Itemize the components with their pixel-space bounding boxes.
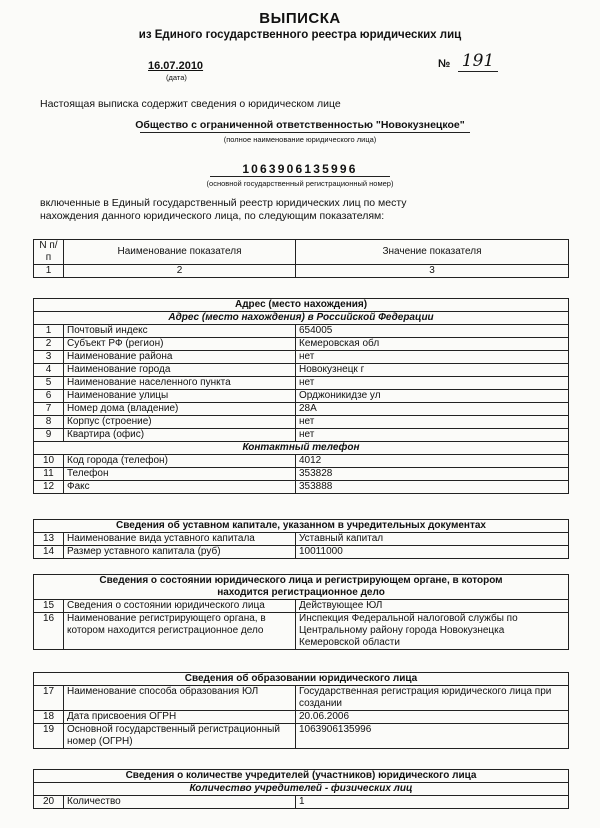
row-value: Действующее ЮЛ <box>296 600 569 613</box>
table-row <box>34 711 569 724</box>
table-row <box>34 533 569 546</box>
row-value: Новокузнецк г <box>296 364 569 377</box>
org-caption: (полное наименование юридического лица) <box>223 135 377 144</box>
number-label: № <box>438 58 451 70</box>
table-row <box>34 796 569 809</box>
header-row <box>34 240 569 265</box>
status-table <box>33 574 569 650</box>
row-value: 353888 <box>296 481 569 494</box>
row-label: Основной государственный регистрационный номер (ОГРН) <box>64 724 296 749</box>
row-value: Инспекция Федеральной налоговой службы по Центральному району города Новокузнецка Кемеровской области <box>296 613 569 650</box>
row-value: 1063906135996 <box>296 724 569 749</box>
row-number: 9 <box>34 429 64 442</box>
extract-number: 191 <box>458 51 498 72</box>
header-numbers-row <box>34 265 569 278</box>
row-value: Орджоникидзе ул <box>296 390 569 403</box>
row-number: 16 <box>34 613 64 650</box>
document-title: ВЫПИСКА <box>259 10 341 27</box>
row-label: Почтовый индекс <box>64 325 296 338</box>
row-number: 19 <box>34 724 64 749</box>
row-value: Государственная регистрация юридического лица при создании <box>296 686 569 711</box>
row-label: Факс <box>64 481 296 494</box>
table-row <box>34 429 569 442</box>
phone-subsection-title: Контактный телефон <box>34 442 569 455</box>
row-number: 20 <box>34 796 64 809</box>
row-label: Наименование регистрирующего органа, в котором находится регистрационное дело <box>64 613 296 650</box>
capital-table <box>33 519 569 559</box>
row-label: Наименование вида уставного капитала <box>64 533 296 546</box>
row-number: 5 <box>34 377 64 390</box>
row-number: 1 <box>34 325 64 338</box>
row-label: Субъект РФ (регион) <box>64 338 296 351</box>
table-row <box>34 325 569 338</box>
header-name: Наименование показателя <box>64 240 296 265</box>
row-label: Код города (телефон) <box>64 455 296 468</box>
table-row <box>34 468 569 481</box>
row-number: 10 <box>34 455 64 468</box>
table-row <box>34 600 569 613</box>
table-row <box>34 403 569 416</box>
row-value: нет <box>296 429 569 442</box>
row-label: Дата присвоения ОГРН <box>64 711 296 724</box>
row-number: 18 <box>34 711 64 724</box>
row-number: 11 <box>34 468 64 481</box>
row-label: Номер дома (владение) <box>64 403 296 416</box>
table-row <box>34 481 569 494</box>
ogrn-number: 1063906135996 <box>242 162 358 176</box>
table-row <box>34 546 569 559</box>
table-row <box>34 364 569 377</box>
row-label: Корпус (строение) <box>64 416 296 429</box>
address-section-title: Адрес (место нахождения) <box>34 299 569 312</box>
row-label: Квартира (офис) <box>64 429 296 442</box>
intro-text: Настоящая выписка содержит сведения о юридическом лице <box>40 98 341 110</box>
row-value: Уставный капитал <box>296 533 569 546</box>
row-number: 6 <box>34 390 64 403</box>
header-col-2: 2 <box>64 265 296 278</box>
table-row <box>34 338 569 351</box>
founders-subsection-title: Количество учредителей - физических лиц <box>34 783 569 796</box>
date-caption: (дата) <box>166 73 187 82</box>
row-number: 15 <box>34 600 64 613</box>
row-number: 4 <box>34 364 64 377</box>
row-value: 20.06.2006 <box>296 711 569 724</box>
table-row <box>34 613 569 650</box>
address-subsection-title: Адрес (место нахождения) в Российской Федерации <box>34 312 569 325</box>
table-row <box>34 351 569 364</box>
formation-table <box>33 672 569 749</box>
row-value: 654005 <box>296 325 569 338</box>
row-value: нет <box>296 416 569 429</box>
row-value: нет <box>296 377 569 390</box>
formation-section-title: Сведения об образовании юридического лица <box>34 673 569 686</box>
row-label: Наименование населенного пункта <box>64 377 296 390</box>
row-label: Наименование района <box>64 351 296 364</box>
table-row <box>34 390 569 403</box>
row-value: Кемеровская обл <box>296 338 569 351</box>
row-label: Наименование города <box>64 364 296 377</box>
row-number: 13 <box>34 533 64 546</box>
row-label: Количество <box>64 796 296 809</box>
row-value: 1 <box>296 796 569 809</box>
row-value: 28А <box>296 403 569 416</box>
table-row <box>34 455 569 468</box>
row-value: 10011000 <box>296 546 569 559</box>
row-label: Размер уставного капитала (руб) <box>64 546 296 559</box>
header-n: N п/п <box>34 240 64 265</box>
header-value: Значение показателя <box>296 240 569 265</box>
table-row <box>34 724 569 749</box>
table-row <box>34 416 569 429</box>
row-number: 7 <box>34 403 64 416</box>
header-col-1: 1 <box>34 265 64 278</box>
header-col-3: 3 <box>296 265 569 278</box>
header-table <box>33 239 569 278</box>
document-subtitle: из Единого государственного реестра юридических лиц <box>138 29 462 41</box>
issue-date: 16.07.2010 <box>148 60 204 72</box>
row-number: 17 <box>34 686 64 711</box>
row-number: 3 <box>34 351 64 364</box>
ogrn-underline <box>210 176 390 177</box>
included-text: включенные в Единый государственный реестр юридических лиц по месту нахождения данного юридического лица, по следующим показателям: <box>40 197 407 222</box>
founders-table <box>33 769 569 809</box>
row-label: Наименование способа образования ЮЛ <box>64 686 296 711</box>
table-row <box>34 377 569 390</box>
row-value: нет <box>296 351 569 364</box>
row-number: 8 <box>34 416 64 429</box>
row-number: 14 <box>34 546 64 559</box>
row-value: 4012 <box>296 455 569 468</box>
ogrn-caption: (основной государственный регистрационный номер) <box>206 179 394 188</box>
row-number: 12 <box>34 481 64 494</box>
table-row <box>34 686 569 711</box>
capital-section-title: Сведения об уставном капитале, указанном в учредительных документах <box>34 520 569 533</box>
organization-name: Общество с ограниченной ответственностью "Новокузнецкое" <box>135 119 465 131</box>
org-underline <box>140 132 470 133</box>
row-label: Сведения о состоянии юридического лица <box>64 600 296 613</box>
row-value: 353828 <box>296 468 569 481</box>
row-label: Телефон <box>64 468 296 481</box>
address-table <box>33 298 569 494</box>
status-section-title: Сведения о состоянии юридического лица и регистрирующем органе, в котором находится регистрационное дело <box>34 575 569 600</box>
row-label: Наименование улицы <box>64 390 296 403</box>
row-number: 2 <box>34 338 64 351</box>
founders-section-title: Сведения о количестве учредителей (участников) юридического лица <box>34 770 569 783</box>
